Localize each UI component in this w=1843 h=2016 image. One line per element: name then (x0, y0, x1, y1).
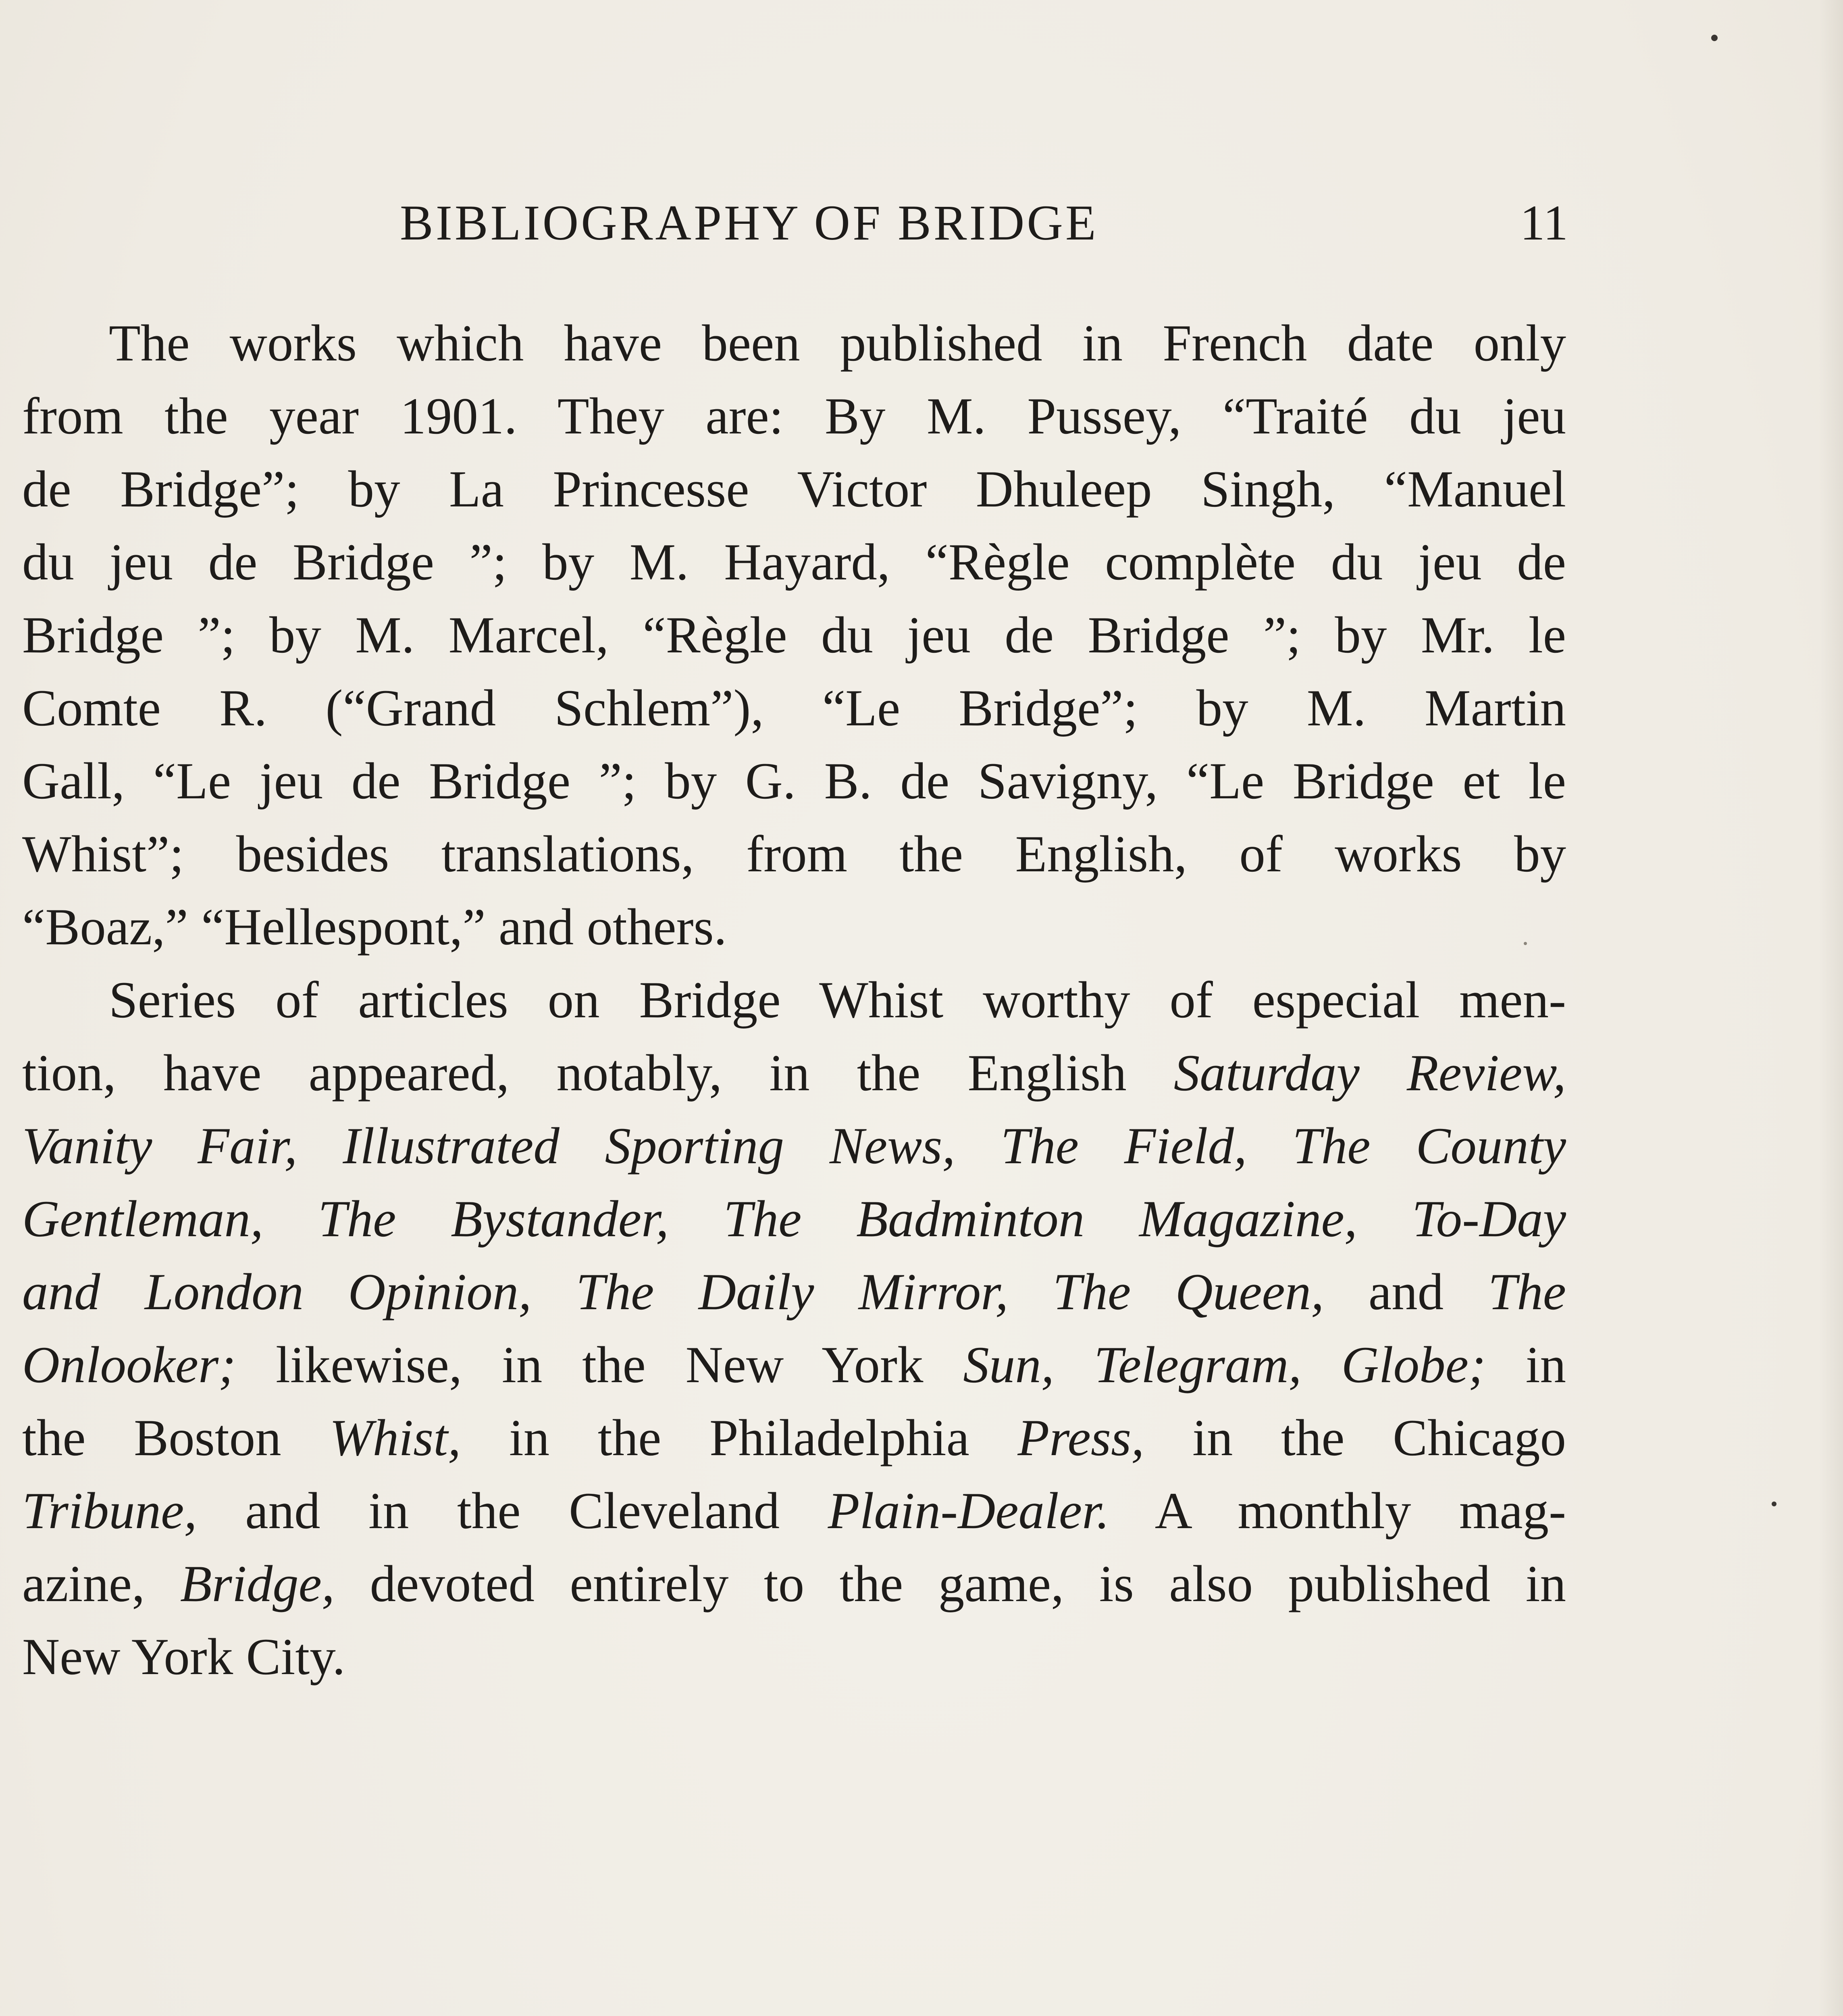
text-line: de Bridge”; by La Princesse Victor Dhuleep Singh, “Manuel (22, 460, 1566, 518)
italic-title: Bridge, (180, 1555, 335, 1612)
text-run: in (1485, 1336, 1566, 1393)
running-head: BIBLIOGRAPHY OF BRIDGE (400, 195, 1098, 250)
italic-title: Tribune, (22, 1482, 197, 1539)
text-run: in the Philadelphia (461, 1409, 1018, 1466)
body-text (22, 306, 1566, 1693)
text-line (22, 1474, 1566, 1547)
italic-title: Press, (1017, 1409, 1144, 1466)
text-run: tion, have appeared, notably, in the English (22, 1044, 1174, 1102)
italic-title: Gentleman, The Bystander, The Badminton Magazine, To-Day (22, 1190, 1566, 1248)
text-run: the Boston (22, 1409, 330, 1466)
print-speck (1772, 1502, 1776, 1506)
text-line (22, 1255, 1566, 1328)
text-line: The works which have been published in French date only (109, 314, 1566, 372)
print-speck (1711, 35, 1718, 41)
text-line (22, 1036, 1566, 1109)
text-line: Comte R. (“Grand Schlem”), “Le Bridge”; by M. Martin (22, 679, 1566, 737)
text-line: “Boaz,” “Hellespont,” and others. (22, 898, 727, 956)
text-line: Whist”; besides translations, from the English, of works by (22, 825, 1566, 883)
text-line (22, 1328, 1566, 1401)
italic-title: The (1488, 1263, 1566, 1320)
text-line (22, 1401, 1566, 1474)
text-line: du jeu de Bridge ”; by M. Hayard, “Règle complète du jeu de (22, 533, 1566, 591)
text-run: and in the Cleveland (197, 1482, 828, 1539)
italic-title: Plain-Dealer. (828, 1482, 1110, 1539)
text-line: Series of articles on Bridge Whist worthy of especial men- (109, 971, 1566, 1029)
italic-title: Sun, Telegram, Globe; (963, 1336, 1486, 1393)
text-line: from the year 1901. They are: By M. Pussey, “Traité du jeu (22, 387, 1566, 445)
text-run: likewise, in the New York (236, 1336, 963, 1393)
text-run: azine, (22, 1555, 180, 1612)
page-edge-shadow (1819, 0, 1843, 2016)
text-line (22, 1547, 1566, 1620)
text-run: A monthly mag- (1109, 1482, 1566, 1539)
print-speck (1524, 942, 1527, 945)
text-line: Gall, “Le jeu de Bridge ”; by G. B. de Savigny, “Le Bridge et le (22, 752, 1566, 810)
text-line (22, 1109, 1566, 1182)
italic-title: Whist, (329, 1409, 461, 1466)
italic-title: Vanity Fair, Illustrated Sporting News, The Field, The County (22, 1117, 1566, 1175)
italic-title: Onlooker; (22, 1336, 236, 1393)
text-line (22, 1182, 1566, 1255)
page-number: 11 (1520, 195, 1568, 250)
text-line: New York City. (22, 1628, 345, 1685)
text-run: devoted entirely to the game, is also published in (335, 1555, 1566, 1612)
text-run: and (1324, 1263, 1488, 1320)
text-line: Bridge ”; by M. Marcel, “Règle du jeu de Bridge ”; by Mr. le (22, 606, 1566, 664)
italic-title: and London Opinion, The Daily Mirror, The Queen, (22, 1263, 1324, 1320)
text-run: in the Chicago (1144, 1409, 1566, 1466)
italic-title: Saturday Review, (1173, 1044, 1566, 1102)
